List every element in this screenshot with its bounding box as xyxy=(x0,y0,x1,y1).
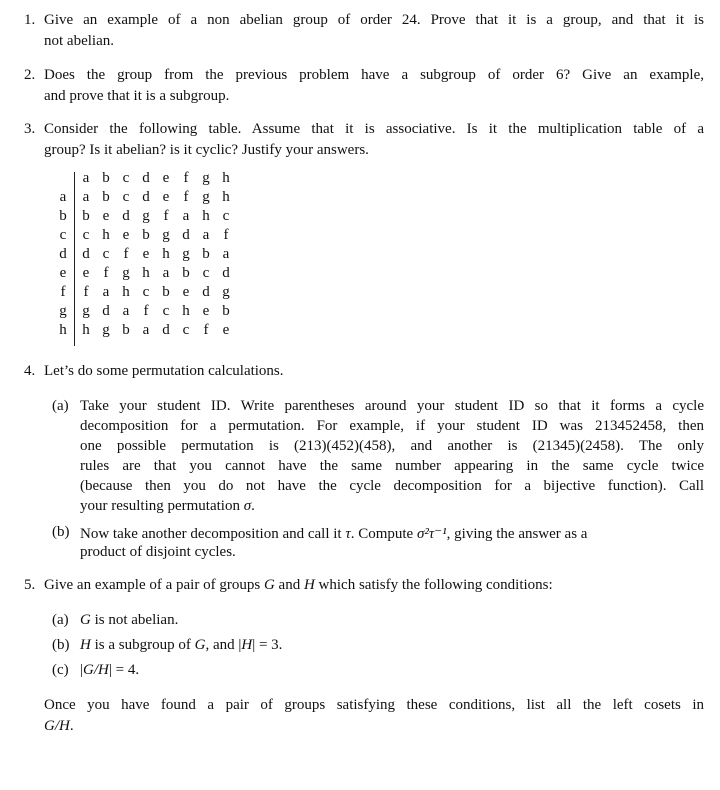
problem-4a-line-4: rules are that you cannot have the same number appearing in the same cycle twice xyxy=(80,458,704,474)
table-cell: b xyxy=(222,303,230,319)
problem-4a-text: your resulting permutation xyxy=(80,498,244,514)
table-cell: a xyxy=(222,246,230,262)
problem-4b-text: , giving the answer as a xyxy=(446,526,588,542)
problem-3-line-1: Consider the following table. Assume that it is associative. Is it the multiplication table of a xyxy=(44,121,704,137)
sigma-tau-expression: σ²τ⁻¹ xyxy=(416,526,447,542)
table-cell: f xyxy=(83,284,89,300)
table-cell: e xyxy=(102,208,110,224)
table-cell: g xyxy=(222,284,230,300)
quotient-symbol: G/H xyxy=(83,662,109,678)
table-cell: b xyxy=(122,322,130,338)
table-divider xyxy=(74,172,75,346)
table-cell: c xyxy=(122,189,130,205)
condition-text: | xyxy=(80,662,84,678)
table-cell: g xyxy=(82,303,90,319)
problem-4a-line-3: one possible permutation is (213)(452)(458), and another is (21345)(2458). The only xyxy=(80,438,704,454)
table-cell: g xyxy=(102,322,110,338)
table-row-label: h xyxy=(59,322,67,338)
problem-4a-line-6 xyxy=(80,498,255,515)
table-cell: h xyxy=(142,265,150,281)
problem-4a-label: (a) xyxy=(52,398,69,414)
table-cell: g xyxy=(122,265,130,281)
group-g-symbol: G xyxy=(80,612,91,628)
problem-5b-text xyxy=(80,637,282,654)
table-cell: h xyxy=(222,189,230,205)
table-cell: c xyxy=(142,284,150,300)
table-cell: d xyxy=(82,246,90,262)
table-row-label: e xyxy=(59,265,67,281)
problem-4b-text: . Compute xyxy=(350,526,417,542)
table-cell: e xyxy=(222,322,230,338)
table-row-label: a xyxy=(59,189,67,205)
table-header-cell: d xyxy=(142,170,150,186)
problem-4b-line-2: product of disjoint cycles. xyxy=(80,544,236,560)
table-cell: b xyxy=(102,189,110,205)
table-cell: e xyxy=(82,265,90,281)
table-cell: d xyxy=(142,189,150,205)
table-cell: b xyxy=(202,246,210,262)
table-cell: h xyxy=(202,208,210,224)
table-cell: e xyxy=(202,303,210,319)
table-cell: f xyxy=(103,265,109,281)
table-cell: f xyxy=(223,227,229,243)
table-cell: c xyxy=(182,322,190,338)
table-header-cell: g xyxy=(202,170,210,186)
condition-text: is not abelian. xyxy=(90,612,179,628)
table-row-label: b xyxy=(59,208,67,224)
table-cell: g xyxy=(142,208,150,224)
problem-5-text: which satisfy the following conditions: xyxy=(314,577,553,593)
table-cell: c xyxy=(222,208,230,224)
table-cell: a xyxy=(102,284,110,300)
problem-5-number: 5. xyxy=(24,577,36,593)
closing-period: . xyxy=(69,718,74,734)
table-cell: a xyxy=(142,322,150,338)
problem-1-line-2: not abelian. xyxy=(44,33,114,49)
table-cell: e xyxy=(182,284,190,300)
table-header-cell: c xyxy=(122,170,130,186)
condition-text: , and | xyxy=(205,637,242,653)
problem-2-number: 2. xyxy=(24,67,36,83)
problem-1-line-1: Give an example of a non abelian group of order 24. Prove that it is a group, and that it is xyxy=(44,12,704,28)
table-header-cell: a xyxy=(82,170,90,186)
problem-3-line-2: group? Is it abelian? is it cyclic? Justify your answers. xyxy=(44,142,369,158)
problem-4b-label: (b) xyxy=(52,524,70,540)
problem-5-line-1 xyxy=(44,577,553,594)
table-cell: h xyxy=(102,227,110,243)
problem-4a-line-1: Take your student ID. Write parentheses around your student ID so that it forms a cycle xyxy=(80,398,704,414)
group-g-symbol: G xyxy=(194,637,206,653)
table-cell: f xyxy=(143,303,149,319)
table-cell: b xyxy=(142,227,150,243)
table-cell: h xyxy=(162,246,170,262)
problem-4-number: 4. xyxy=(24,363,36,379)
problem-5-closing-line-1: Once you have found a pair of groups satisfying these conditions, list all the left cosets in xyxy=(44,697,704,713)
table-header-cell: b xyxy=(102,170,110,186)
problem-5-text: and xyxy=(274,577,304,593)
table-cell: d xyxy=(202,284,210,300)
table-cell: f xyxy=(163,208,169,224)
problem-5a-label: (a) xyxy=(52,612,69,628)
problem-2-line-2: and prove that it is a subgroup. xyxy=(44,88,230,104)
problem-5-text: Give an example of a pair of groups xyxy=(44,577,264,593)
condition-text: is a subgroup of xyxy=(90,637,195,653)
problem-2-line-1: Does the group from the previous problem have a subgroup of order 6? Give an example, xyxy=(44,67,704,83)
table-cell: d xyxy=(162,322,170,338)
table-cell: a xyxy=(162,265,170,281)
table-cell: c xyxy=(82,227,90,243)
table-row-label: d xyxy=(59,246,67,262)
sigma-symbol: σ xyxy=(243,498,252,514)
problem-4-line-1: Let’s do some permutation calculations. xyxy=(44,363,284,379)
table-cell: a xyxy=(82,189,90,205)
table-cell: e xyxy=(142,246,150,262)
table-cell: h xyxy=(182,303,190,319)
condition-text: | = 3. xyxy=(252,637,283,653)
table-cell: c xyxy=(202,265,210,281)
table-cell: b xyxy=(82,208,90,224)
table-cell: c xyxy=(162,303,170,319)
table-cell: d xyxy=(222,265,230,281)
table-cell: h xyxy=(122,284,130,300)
table-cell: a xyxy=(122,303,130,319)
table-cell: b xyxy=(162,284,170,300)
group-g-symbol: G xyxy=(263,577,275,593)
table-cell: d xyxy=(182,227,190,243)
table-row-label: g xyxy=(59,303,67,319)
table-cell: f xyxy=(123,246,129,262)
tau-symbol: τ xyxy=(345,526,351,542)
problem-5-closing-line-2 xyxy=(44,718,74,735)
condition-text: | = 4. xyxy=(108,662,140,678)
problem-3-number: 3. xyxy=(24,121,36,137)
table-cell: f xyxy=(203,322,209,338)
table-cell: e xyxy=(162,189,170,205)
table-cell: h xyxy=(82,322,90,338)
table-header-cell: f xyxy=(183,170,189,186)
table-header-cell: e xyxy=(162,170,170,186)
table-cell: g xyxy=(202,189,210,205)
table-cell: d xyxy=(122,208,130,224)
table-cell: g xyxy=(162,227,170,243)
problem-5a-text xyxy=(80,612,178,629)
problem-5c-label: (c) xyxy=(52,662,69,678)
problem-4a-period: . xyxy=(251,498,255,514)
table-cell: e xyxy=(122,227,130,243)
problem-4a-line-5: (because then you do not have the cycle decomposition for a bijective function). Call xyxy=(80,478,704,494)
group-h-symbol: H xyxy=(241,637,253,653)
problem-1-number: 1. xyxy=(24,12,36,28)
problem-5c-text xyxy=(80,662,139,679)
table-row-label: c xyxy=(59,227,67,243)
problem-4a-line-2: decomposition for a permutation. For example, if your student ID was 213452458, then xyxy=(80,418,704,434)
problem-4b-text: Now take another decomposition and call it xyxy=(80,526,346,542)
group-h-symbol: H xyxy=(303,577,315,593)
table-row-label: f xyxy=(60,284,66,300)
table-cell: a xyxy=(202,227,210,243)
table-header-cell: h xyxy=(222,170,230,186)
table-cell: b xyxy=(182,265,190,281)
problem-5b-label: (b) xyxy=(52,637,70,653)
table-cell: g xyxy=(182,246,190,262)
table-cell: a xyxy=(182,208,190,224)
quotient-symbol: G/H xyxy=(44,718,70,734)
table-cell: f xyxy=(183,189,189,205)
problem-4b-line-1 xyxy=(80,524,587,543)
table-cell: c xyxy=(102,246,110,262)
table-cell: d xyxy=(102,303,110,319)
group-h-symbol: H xyxy=(80,637,91,653)
